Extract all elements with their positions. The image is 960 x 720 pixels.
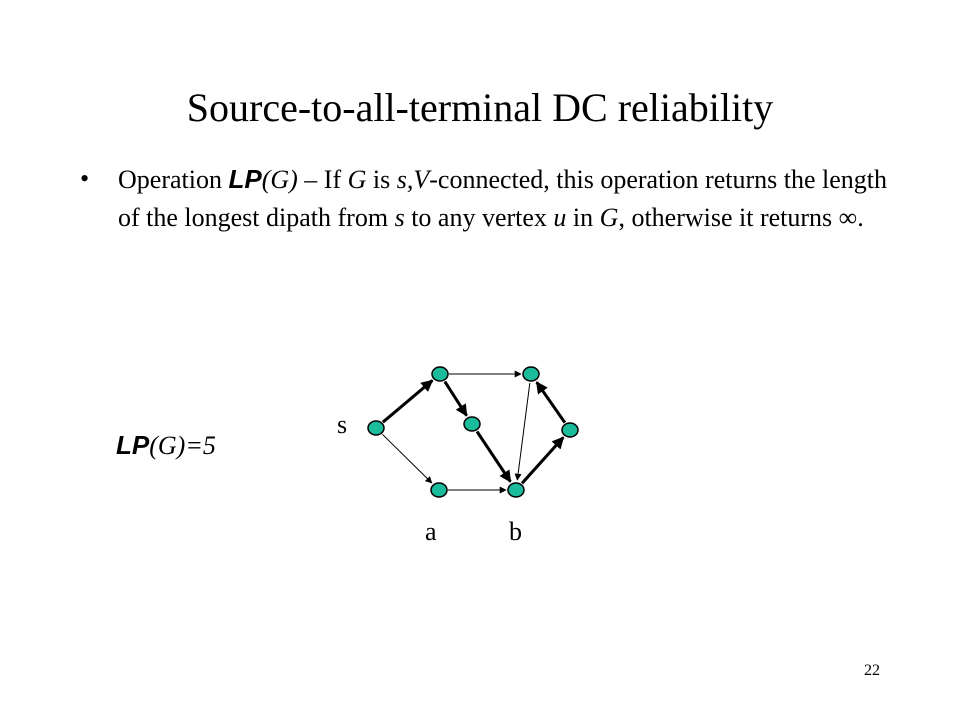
- node-s: [368, 421, 384, 435]
- node-n4: [562, 423, 578, 437]
- node-n3: [523, 367, 539, 381]
- edge-b-n4: [522, 437, 563, 483]
- edge-s-a: [382, 434, 431, 483]
- edge-n1-n2: [445, 382, 467, 416]
- bullet-text-seg: u: [553, 203, 567, 232]
- bullet-text-seg: – If: [297, 165, 348, 194]
- bullet-text-seg: s: [394, 203, 405, 232]
- bullet-text-seg: is: [366, 165, 397, 194]
- node-n2: [464, 417, 480, 431]
- edge-n4-n3: [537, 382, 565, 422]
- edges-group: [382, 374, 564, 490]
- edge-n3-b: [517, 383, 530, 480]
- slide-title: Source-to-all-terminal DC reliability: [186, 85, 774, 130]
- bullet-text-seg: -connected, this operation returns the length of the longest dipath from: [118, 165, 887, 232]
- nodes-group: [368, 367, 578, 497]
- edge-n2-b: [477, 431, 510, 481]
- bullet-text-seg: (G): [261, 165, 298, 194]
- bullet-text-seg: s,V: [396, 165, 430, 194]
- bullet-text-seg: in: [566, 203, 600, 232]
- bullet-symbol: •: [80, 164, 90, 193]
- bullet-text-seg: , otherwise it returns ∞.: [618, 203, 864, 232]
- operation-name: LP: [228, 164, 262, 194]
- bullet-text-seg: Operation: [118, 165, 229, 194]
- bullet-text-seg: to any vertex: [404, 203, 554, 232]
- bullet-text-seg: G: [599, 203, 619, 232]
- node-label-a: a: [425, 517, 437, 546]
- edge-s-n1: [383, 380, 432, 422]
- result-value: (G)=5: [149, 431, 216, 460]
- node-label-s: s: [337, 410, 348, 439]
- node-a: [431, 483, 447, 497]
- node-label-b: b: [509, 517, 522, 546]
- node-b: [508, 483, 524, 497]
- page-number: 22: [864, 662, 880, 679]
- result-op: LP: [116, 430, 150, 460]
- bullet-text-seg: G: [347, 165, 367, 194]
- node-n1: [432, 367, 448, 381]
